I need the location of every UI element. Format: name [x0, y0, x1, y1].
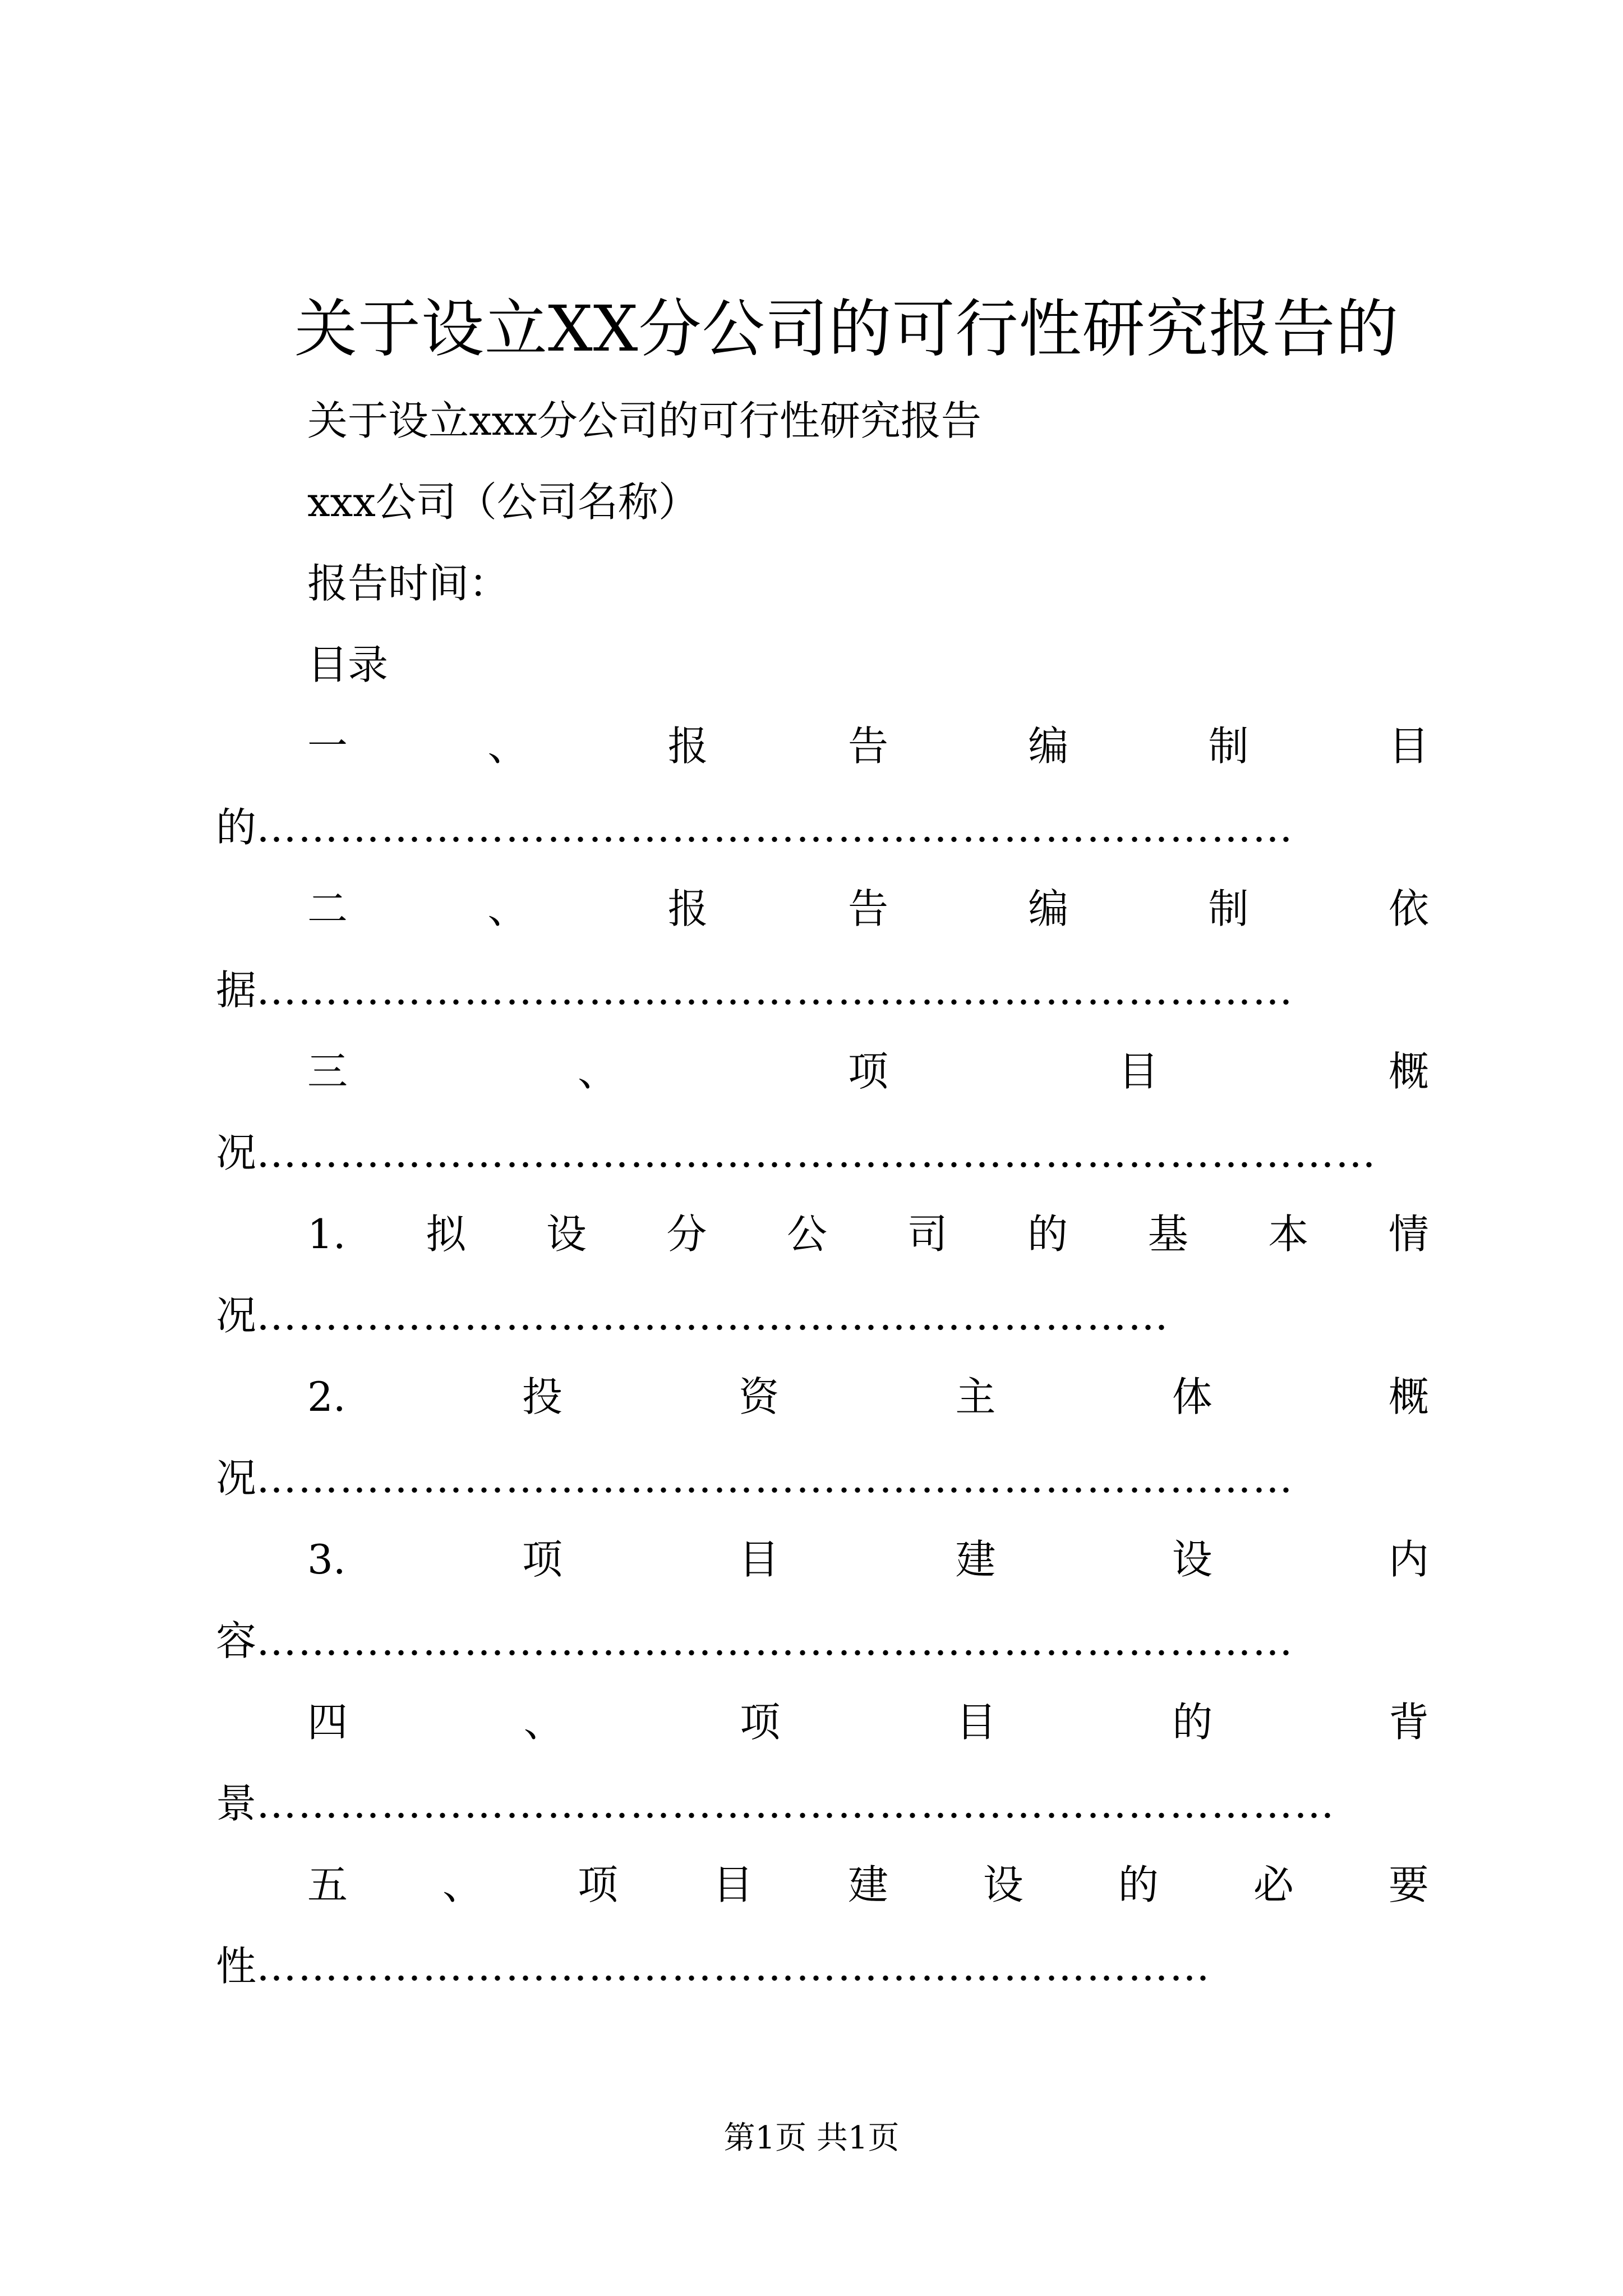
toc-entry-char: 、 [577, 1048, 618, 1095]
toc-entry-line2 [216, 962, 1294, 1018]
toc-entry-char: 情 [1388, 1211, 1429, 1258]
document-title: 关于设立XX分公司的可行性研究报告的 [294, 293, 1399, 366]
toc-leader-dots: ………………………………………………………………… [256, 804, 1294, 851]
toc-entry-char: 报 [667, 723, 708, 770]
toc-entry-char: 项 [847, 1048, 888, 1095]
toc-entry-line2 [216, 1450, 1294, 1506]
toc-entry-char: 项 [522, 1536, 562, 1583]
toc-entry-char: 项 [577, 1861, 618, 1908]
toc-entry-char: 的 [1027, 1211, 1068, 1258]
toc-entry-char: 分 [666, 1211, 707, 1258]
report-time-label: 报告时间： [307, 560, 510, 607]
toc-entry-char: 制 [1208, 885, 1249, 932]
toc-entry-char: 内 [1388, 1536, 1429, 1583]
toc-entry-char: 一 [307, 723, 348, 770]
toc-leader-dots: ………………………………………………………………… [256, 967, 1294, 1014]
toc-entry-line1 [307, 718, 1429, 774]
toc-entry-char: 投 [522, 1373, 562, 1420]
toc-entry-char: 四 [307, 1699, 348, 1746]
toc-entry-char: 三 [307, 1048, 348, 1095]
company-name: xxx公司（公司名称） [307, 478, 699, 526]
toc-entry-last-char: 性 [216, 1943, 257, 1990]
toc-leader-dots: …………………………………………………………………… [256, 1780, 1336, 1827]
toc-entry-char: 目 [1118, 1048, 1159, 1095]
toc-entry-char: 、 [442, 1861, 483, 1908]
toc-entry-char: 必 [1253, 1861, 1294, 1908]
toc-entry-char: 概 [1388, 1048, 1429, 1095]
toc-entry-last-char: 据 [216, 967, 257, 1014]
toc-entry-line1 [307, 881, 1429, 937]
toc-entry-char: 设 [1172, 1536, 1212, 1583]
toc-entry-char: 依 [1388, 885, 1429, 932]
toc-entry-char: 告 [847, 885, 888, 932]
toc-entry-char: 设 [983, 1861, 1023, 1908]
toc-entry-char: 、 [487, 723, 528, 770]
toc-entry-char: 司 [907, 1211, 948, 1258]
toc-entry-char: 2. [307, 1373, 346, 1420]
toc-entry-line2 [216, 1613, 1294, 1669]
toc-heading: 目录 [307, 641, 389, 688]
toc-entry-last-char: 容 [216, 1617, 257, 1664]
toc-entry-char: 主 [955, 1373, 996, 1420]
toc-entry-char: 目 [956, 1699, 997, 1746]
page-footer: 第1页 共1页 [723, 2120, 900, 2156]
toc-entry-char: 项 [740, 1699, 781, 1746]
toc-entry-char: 3. [307, 1536, 346, 1583]
toc-leader-dots: ………………………………………………………………… [256, 1617, 1294, 1664]
toc-entry-char: 目 [1388, 723, 1429, 770]
toc-entry-char: 公 [787, 1211, 828, 1258]
toc-entry-line1 [307, 1369, 1429, 1425]
toc-leader-dots: ………………………………………………………………… [256, 1455, 1294, 1502]
toc-entry-char: 编 [1028, 723, 1069, 770]
toc-entry-char: 报 [667, 885, 708, 932]
toc-leader-dots: ……………………………………………………………………… [256, 1129, 1377, 1176]
document-subtitle: 关于设立xxx分公司的可行性研究报告 [307, 397, 981, 444]
toc-entry-last-char: 的 [216, 804, 257, 851]
toc-entry-char: 1. [307, 1211, 346, 1258]
toc-entry-char: 编 [1028, 885, 1069, 932]
toc-entry-char: 拟 [426, 1211, 467, 1258]
toc-entry-char: 的 [1172, 1699, 1213, 1746]
toc-entry-char: 建 [955, 1536, 996, 1583]
toc-entry-line1 [307, 1531, 1429, 1588]
toc-entry-char: 设 [546, 1211, 587, 1258]
toc-entry-last-char: 况 [216, 1292, 257, 1339]
toc-entry-char: 概 [1388, 1373, 1429, 1420]
toc-entry-char: 基 [1147, 1211, 1188, 1258]
toc-entry-line1 [307, 1206, 1429, 1262]
toc-entry-last-char: 况 [216, 1455, 257, 1502]
toc-entry-line2 [216, 1287, 1169, 1343]
toc-leader-dots: …………………………………………………………… [256, 1943, 1211, 1990]
toc-entry-char: 目 [739, 1536, 780, 1583]
toc-entry-char: 五 [307, 1861, 348, 1908]
toc-entry-char: 背 [1388, 1699, 1429, 1746]
toc-entry-char: 资 [739, 1373, 780, 1420]
toc-entry-char: 告 [847, 723, 888, 770]
toc-entry-line1 [307, 1043, 1429, 1099]
toc-entry-line1 [307, 1694, 1429, 1750]
toc-entry-char: 要 [1388, 1861, 1429, 1908]
toc-entry-char: 、 [523, 1699, 564, 1746]
toc-entry-line2 [216, 1125, 1377, 1181]
toc-entry-char: 、 [487, 885, 528, 932]
toc-entry-char: 的 [1118, 1861, 1159, 1908]
toc-entry-last-char: 景 [216, 1780, 257, 1827]
toc-entry-char: 二 [307, 885, 348, 932]
toc-entry-char: 制 [1208, 723, 1249, 770]
toc-entry-line2 [216, 1938, 1211, 1994]
toc-entry-char: 体 [1172, 1373, 1212, 1420]
toc-entry-line1 [307, 1857, 1429, 1913]
toc-entry-char: 本 [1268, 1211, 1309, 1258]
toc-entry-char: 建 [847, 1861, 888, 1908]
toc-entry-char: 目 [712, 1861, 753, 1908]
toc-entry-last-char: 况 [216, 1129, 257, 1176]
toc-leader-dots: ………………………………………………………… [256, 1292, 1170, 1339]
toc-entry-line2 [216, 1775, 1335, 1832]
toc-entry-line2 [216, 799, 1294, 855]
